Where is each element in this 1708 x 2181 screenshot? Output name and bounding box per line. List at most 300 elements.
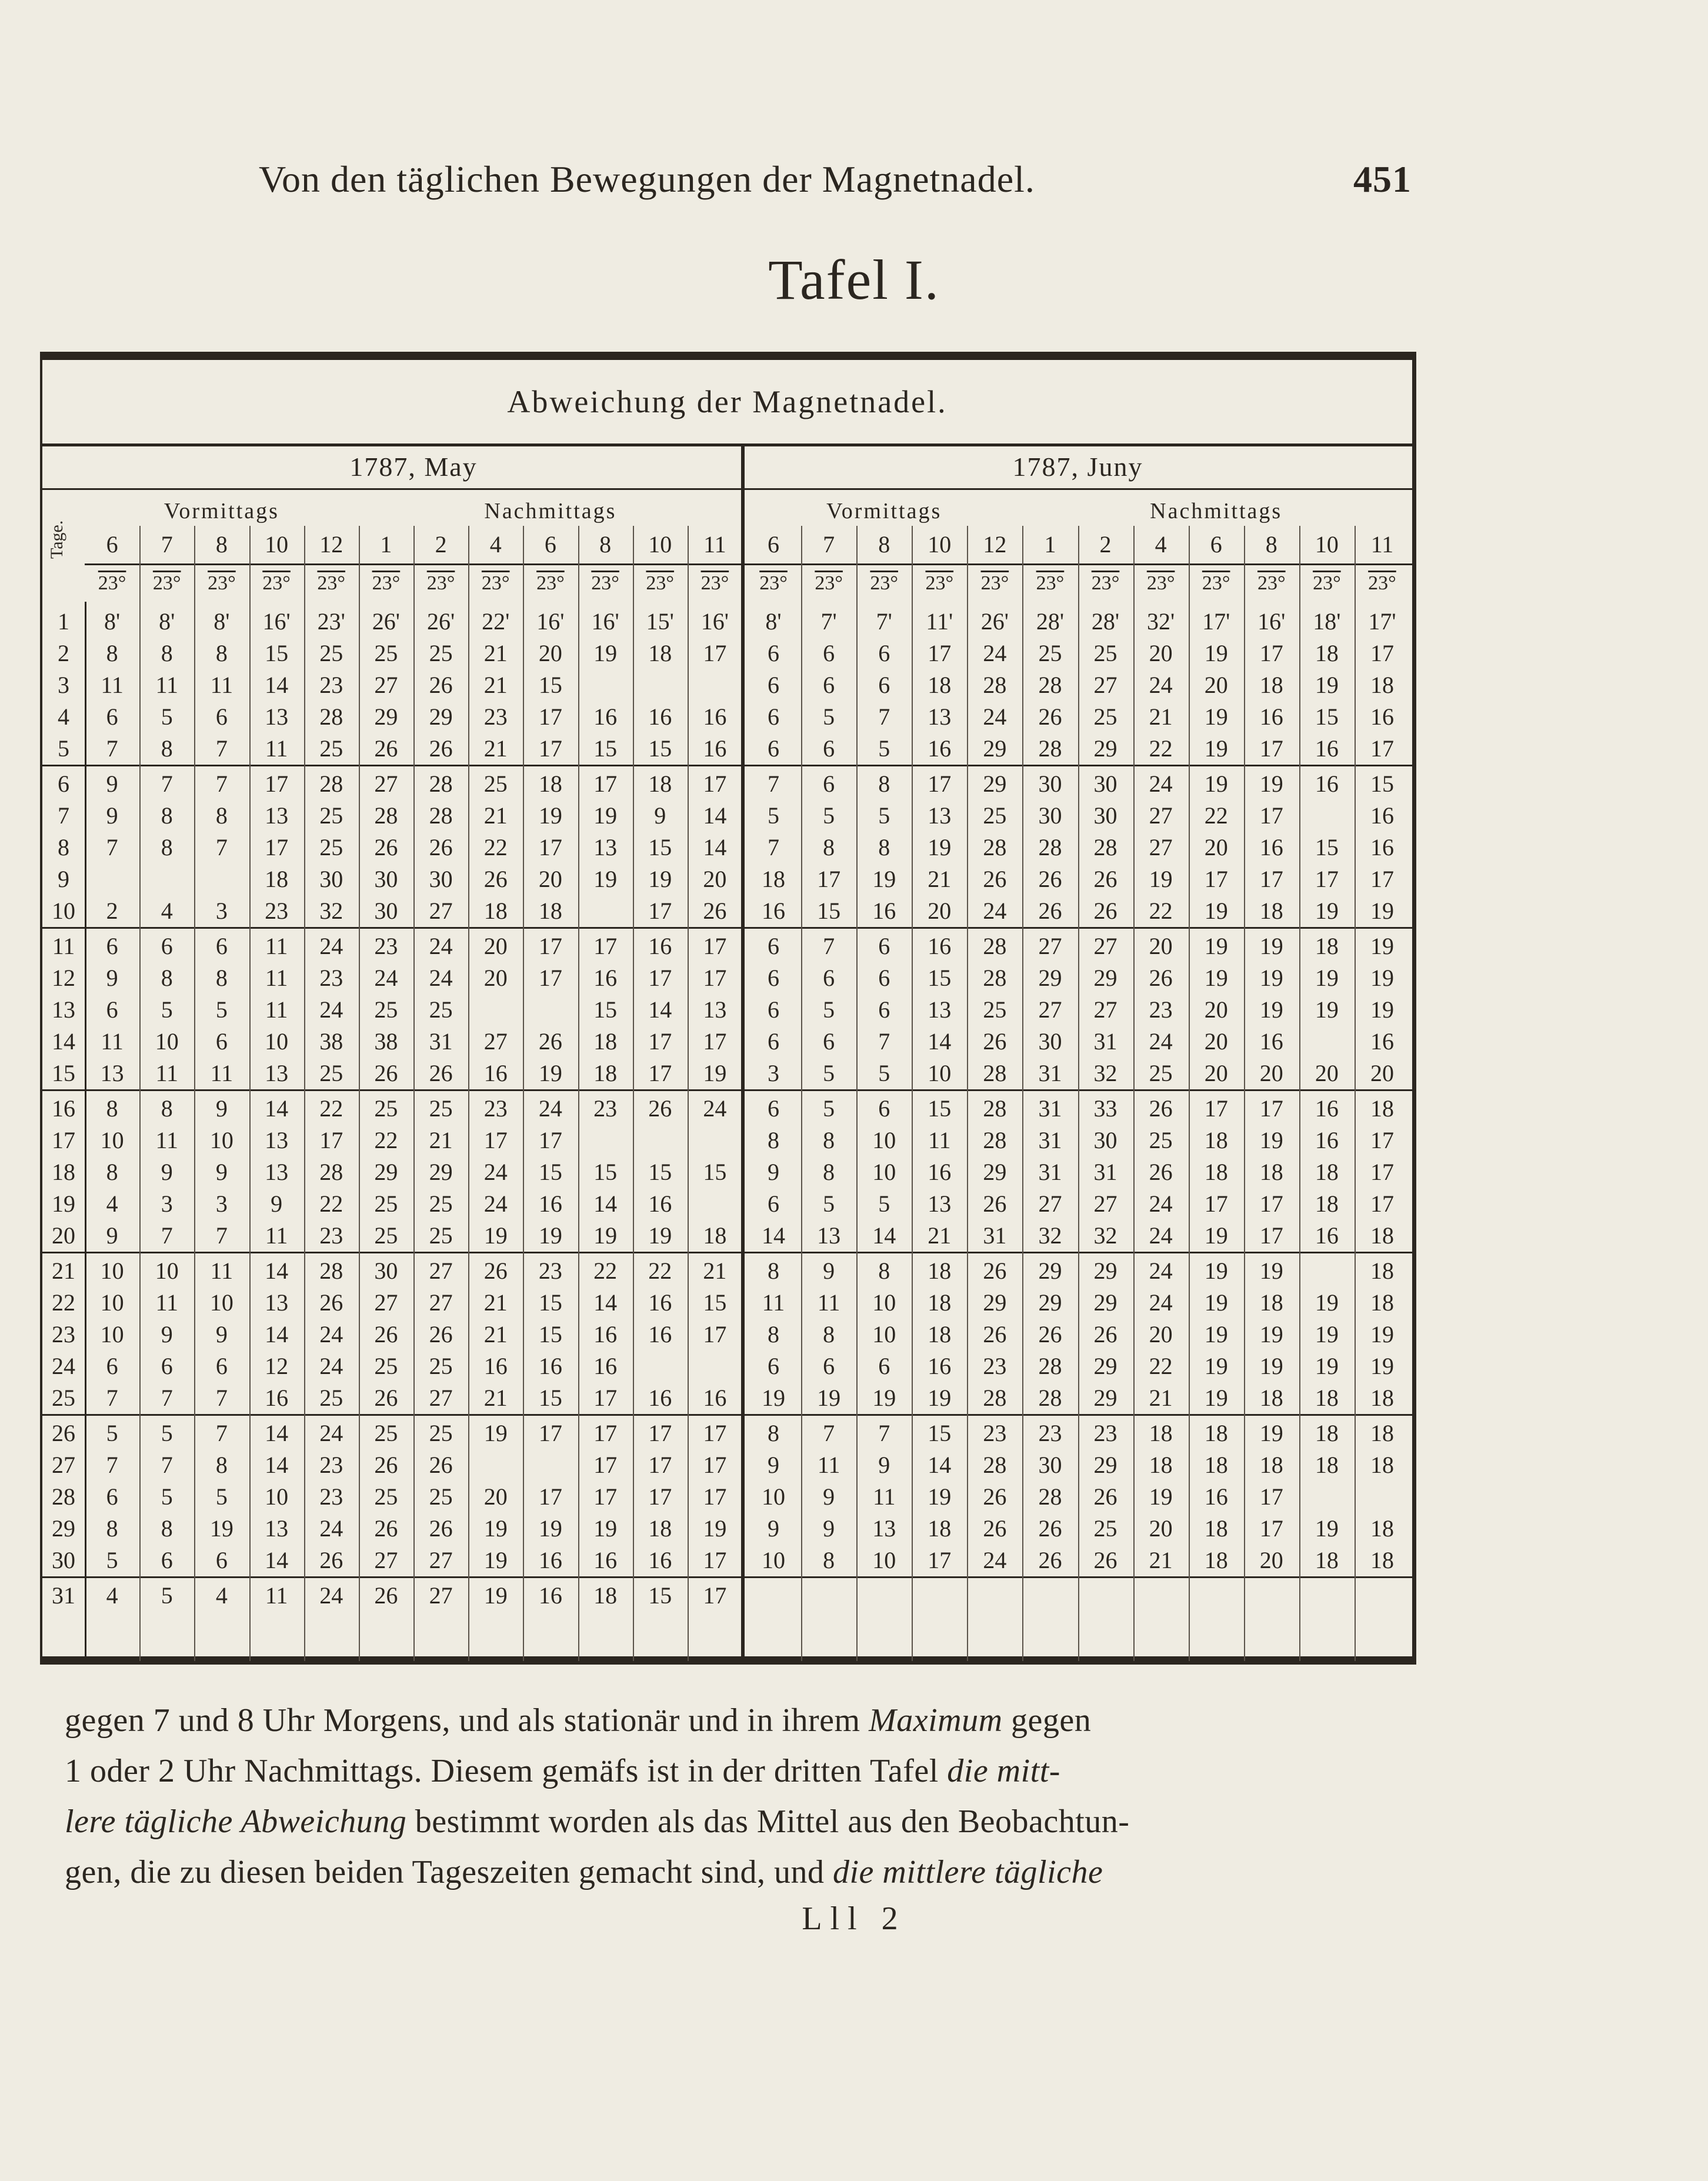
table-row	[42, 1513, 1412, 1545]
table-cell	[85, 863, 139, 895]
table-cell: 24	[319, 933, 343, 959]
table-cell: 17	[648, 1483, 672, 1510]
table-cell: 19	[593, 802, 618, 829]
table-cell: 19	[648, 1222, 672, 1249]
table-cell: 9	[106, 965, 118, 991]
table-cell: 29	[983, 735, 1007, 762]
table-cell: 23	[1149, 996, 1173, 1023]
table-cell: 5	[161, 996, 173, 1023]
table-cell: 4	[106, 1190, 118, 1217]
table-cell: 28	[983, 965, 1007, 991]
table-cell: 16	[703, 1385, 727, 1411]
table-cell: 24	[983, 703, 1007, 730]
table-cell: 11	[265, 996, 288, 1023]
table-cell: 5	[878, 1060, 890, 1086]
hour-label: 11	[703, 531, 726, 558]
table-cell: 13	[100, 1060, 124, 1086]
table-cell: 26	[429, 1060, 453, 1086]
column-rule	[856, 526, 858, 1661]
table-cell: 19	[928, 1385, 952, 1411]
table-cell: 8	[161, 802, 173, 829]
table-cell: 5	[161, 703, 173, 730]
table-cell: 16	[1204, 1483, 1228, 1510]
table-cell: 16'	[1257, 608, 1286, 635]
column-rule	[633, 526, 634, 1661]
table-cell: 26	[1038, 866, 1062, 892]
table-cell: 14	[762, 1222, 786, 1249]
table-cell	[746, 1580, 801, 1612]
table-cell: 30	[1038, 802, 1062, 829]
table-cell: 7'	[820, 608, 837, 635]
table-cell: 19	[1204, 965, 1228, 991]
table-cell: 25	[374, 1190, 398, 1217]
degree-label: 23°	[1146, 572, 1175, 594]
hour-label: 12	[319, 531, 343, 558]
table-cell: 17	[1370, 1190, 1394, 1217]
table-cell: 24	[1149, 1190, 1173, 1217]
table-cell: 17	[319, 1127, 343, 1153]
table-cell: 17	[265, 834, 289, 861]
table-cell: 18	[538, 771, 562, 797]
table-row	[42, 863, 1412, 895]
table-cell: 5	[161, 1582, 173, 1609]
table-cell: 27	[1038, 996, 1062, 1023]
table-cell: 9	[768, 1515, 780, 1542]
emphasis-text: Maximum	[869, 1702, 1003, 1739]
table-row	[42, 638, 1412, 669]
table-cell: 26	[374, 735, 398, 762]
table-row	[42, 1156, 1412, 1188]
table-cell: 17	[593, 1385, 618, 1411]
table-cell: 31	[1093, 1159, 1117, 1185]
table-cell: 25	[1149, 1127, 1173, 1153]
table-cell: 28'	[1036, 608, 1065, 635]
table-cell: 17	[703, 1483, 727, 1510]
table-cell: 29	[1093, 1452, 1117, 1478]
table-cell: 19	[1204, 735, 1228, 762]
table-cell: 8	[161, 1095, 173, 1122]
column-rule	[1022, 526, 1023, 1661]
table-cell: 8	[823, 1547, 835, 1573]
hour-label: 4	[489, 531, 502, 558]
table-cell: 25	[983, 996, 1007, 1023]
table-cell: 27	[1149, 834, 1173, 861]
hour-label: 1	[380, 531, 392, 558]
table-cell: 8	[161, 735, 173, 762]
table-cell: 19	[483, 1420, 508, 1446]
table-cell: 23	[319, 1483, 343, 1510]
table-cell	[578, 895, 633, 927]
table-cell: 23	[319, 965, 343, 991]
table-cell: 18	[1204, 1452, 1228, 1478]
table-cell: 26	[1093, 898, 1117, 924]
table-cell: 18	[1259, 1385, 1283, 1411]
day-number: 26	[52, 1420, 75, 1446]
table-cell: 19	[483, 1582, 508, 1609]
degree-label: 23°	[815, 572, 843, 594]
degree-label: 23°	[646, 572, 675, 594]
table-cell: 28	[1038, 672, 1062, 698]
table-cell: 25	[429, 996, 453, 1023]
table-cell: 13	[265, 703, 289, 730]
table-cell: 9	[271, 1190, 283, 1217]
table-cell: 29	[1093, 965, 1117, 991]
table-cell: 26	[429, 1321, 453, 1348]
table-cell: 13	[703, 996, 727, 1023]
table-cell	[1299, 1026, 1355, 1058]
table-cell: 16	[1259, 1028, 1283, 1055]
table-cell: 19	[703, 1515, 727, 1542]
table-cell: 9	[768, 1452, 780, 1478]
table-cell: 28	[1038, 1385, 1062, 1411]
table-cell: 23	[483, 703, 508, 730]
table-cell: 14	[593, 1190, 618, 1217]
table-cell: 32	[1038, 1222, 1062, 1249]
table-cell: 16	[648, 933, 672, 959]
table-cell: 18	[1370, 1452, 1394, 1478]
table-cell: 22	[648, 1258, 672, 1284]
table-cell: 5	[823, 802, 835, 829]
table-cell: 3	[215, 898, 228, 924]
table-cell: 29	[1093, 1289, 1117, 1316]
table-cell: 6	[768, 735, 780, 762]
table-cell: 17	[538, 933, 562, 959]
table-cell: 9	[106, 771, 118, 797]
table-cell: 5	[823, 996, 835, 1023]
table-cell: 17	[593, 1483, 618, 1510]
table-cell: 17	[1259, 735, 1283, 762]
hour-label: 8	[215, 531, 228, 558]
table-cell: 26	[1093, 1547, 1117, 1573]
table-cell: 11	[872, 1483, 896, 1510]
table-cell	[1299, 1255, 1355, 1287]
table-cell: 14	[265, 1095, 289, 1122]
table-cell: 18	[1315, 1452, 1339, 1478]
table-cell: 23	[593, 1095, 618, 1122]
table-row	[42, 1188, 1412, 1220]
hour-label: 8	[1265, 531, 1277, 558]
table-row	[42, 669, 1412, 701]
table-cell: 8'	[765, 608, 782, 635]
table-cell: 7	[768, 771, 780, 797]
table-cell: 5	[161, 1420, 173, 1446]
table-cell: 29	[1038, 965, 1062, 991]
table-cell: 24	[319, 1321, 343, 1348]
table-cell: 19	[1204, 1289, 1228, 1316]
table-cell: 18	[1370, 1515, 1394, 1542]
table-cell: 20	[1315, 1060, 1339, 1086]
table-cell: 21	[1149, 1385, 1173, 1411]
table-cell: 17	[483, 1127, 508, 1153]
column-rule	[688, 526, 689, 1661]
table-cell: 29	[1038, 1289, 1062, 1316]
table-cell: 20	[1149, 1515, 1173, 1542]
day-number: 14	[52, 1028, 75, 1055]
table-cell: 15	[593, 1159, 618, 1185]
table-cell: 27	[374, 672, 398, 698]
table-cell: 23	[983, 1353, 1007, 1379]
table-cell	[912, 1580, 967, 1612]
body-line	[65, 1796, 1394, 1847]
table-cell: 9	[215, 1095, 228, 1122]
table-cell: 29	[429, 703, 453, 730]
table-cell: 11	[265, 933, 288, 959]
table-cell: 17	[1259, 1095, 1283, 1122]
table-cell: 11	[210, 1060, 233, 1086]
table-cell: 7	[215, 1420, 228, 1446]
table-cell	[688, 1125, 742, 1156]
table-cell: 23'	[317, 608, 345, 635]
table-cell: 27	[1149, 802, 1173, 829]
table-cell: 16	[593, 965, 618, 991]
column-rule	[801, 526, 802, 1661]
table-cell: 25	[319, 834, 343, 861]
table-cell: 19	[593, 866, 618, 892]
table-cell	[578, 1125, 633, 1156]
table-cell: 19	[703, 1060, 727, 1086]
table-cell: 6	[768, 933, 780, 959]
month-label: 1787, May	[349, 452, 478, 482]
table-cell: 17	[817, 866, 841, 892]
table-cell: 20	[1149, 640, 1173, 666]
table-cell: 17	[1370, 1127, 1394, 1153]
degree-label: 23°	[591, 572, 619, 594]
table-cell: 24	[703, 1095, 727, 1122]
table-cell	[578, 669, 633, 701]
table-cell: 8	[161, 1515, 173, 1542]
table-cell: 18	[1370, 1222, 1394, 1249]
table-cell: 26	[374, 1321, 398, 1348]
table-cell: 10	[155, 1028, 179, 1055]
table-cell: 15	[648, 834, 672, 861]
table-cell: 19	[1259, 933, 1283, 959]
table-cell: 17	[1259, 640, 1283, 666]
table-cell: 29	[1093, 1258, 1117, 1284]
table-row	[42, 1382, 1412, 1416]
table-cell: 21	[483, 1289, 508, 1316]
table-cell: 19	[1204, 703, 1228, 730]
table-cell: 20	[928, 898, 952, 924]
day-number: 24	[52, 1353, 75, 1379]
table-cell: 23	[538, 1258, 562, 1284]
table-cell: 30	[1093, 1127, 1117, 1153]
table-cell: 25	[483, 771, 508, 797]
table-cell: 25	[374, 1483, 398, 1510]
table-cell: 27	[374, 771, 398, 797]
table-cell: 17	[1370, 866, 1394, 892]
table-cell: 17	[538, 834, 562, 861]
table-cell: 8	[106, 1515, 118, 1542]
month-label: 1787, Juny	[1012, 452, 1143, 482]
table-cell: 8	[161, 834, 173, 861]
table-cell: 5	[106, 1547, 118, 1573]
table-cell: 18	[1259, 1452, 1283, 1478]
degree-label: 23°	[426, 572, 455, 594]
table-cell: 8	[215, 965, 228, 991]
table-cell: 21	[1149, 1547, 1173, 1573]
table-cell: 8	[823, 1159, 835, 1185]
table-cell: 16	[648, 1190, 672, 1217]
time-group-label: Vormittags	[826, 499, 942, 523]
table-cell: 18	[1370, 1258, 1394, 1284]
table-cell: 9	[106, 1222, 118, 1249]
table-cell: 5	[161, 1483, 173, 1510]
column-rule	[912, 526, 913, 1661]
table-cell: 17	[593, 1420, 618, 1446]
table-cell: 17	[648, 898, 672, 924]
table-cell: 20	[1204, 834, 1228, 861]
table-cell: 26	[1149, 965, 1173, 991]
table-cell: 6	[878, 640, 890, 666]
time-group-label: Nachmittags	[1150, 499, 1283, 523]
table-cell: 22	[1204, 802, 1228, 829]
table-cell: 16	[648, 1547, 672, 1573]
table-cell: 22'	[482, 608, 510, 635]
table-cell	[1355, 1580, 1410, 1612]
table-cell: 27	[429, 1258, 453, 1284]
table-cell: 13	[817, 1222, 841, 1249]
table-cell: 21	[928, 1222, 952, 1249]
table-cell: 14	[703, 802, 727, 829]
table-cell: 14	[703, 834, 727, 861]
table-cell: 18	[762, 866, 786, 892]
table-cell: 5	[823, 1095, 835, 1122]
table-cell: 11	[817, 1289, 840, 1316]
table-cell: 16	[538, 1353, 562, 1379]
table-cell: 14	[872, 1222, 896, 1249]
table-cell: 26	[1038, 898, 1062, 924]
hour-label: 10	[265, 531, 289, 558]
table-cell: 28	[1038, 834, 1062, 861]
table-cell: 31	[1093, 1028, 1117, 1055]
table-cell: 25	[319, 1385, 343, 1411]
table-cell: 31	[1038, 1159, 1062, 1185]
table-cell: 6	[161, 933, 173, 959]
table-cell: 26	[1149, 1095, 1173, 1122]
table-cell: 24	[1149, 1258, 1173, 1284]
table-cell: 6	[823, 640, 835, 666]
table-cell: 25	[374, 1420, 398, 1446]
table-cell: 16	[1370, 1028, 1394, 1055]
table-cell: 24	[319, 1420, 343, 1446]
hour-label: 2	[1099, 531, 1112, 558]
table-cell: 30	[1038, 771, 1062, 797]
table-cell: 7	[878, 703, 890, 730]
table-cell: 19	[1259, 1321, 1283, 1348]
table-cell: 14	[265, 1258, 289, 1284]
table-cell: 6	[823, 1353, 835, 1379]
table-cell: 27	[1093, 1190, 1117, 1217]
table-cell: 26	[983, 1515, 1007, 1542]
table-cell: 28	[983, 933, 1007, 959]
table-cell: 17	[1259, 1515, 1283, 1542]
column-rule	[1355, 526, 1356, 1661]
table-cell: 28	[1038, 1483, 1062, 1510]
declination-table	[40, 352, 1416, 1665]
table-cell: 16	[538, 1190, 562, 1217]
table-cell: 27	[1093, 933, 1117, 959]
table-cell: 18	[1370, 1385, 1394, 1411]
table-cell: 18'	[1313, 608, 1341, 635]
column-rule	[194, 526, 195, 1661]
degree-label: 23°	[372, 572, 401, 594]
table-row	[42, 606, 1412, 638]
column-rule	[359, 526, 360, 1661]
table-cell: 28	[319, 771, 343, 797]
table-cell: 5	[878, 735, 890, 762]
table-cell: 19	[648, 866, 672, 892]
table-cell: 25	[374, 1095, 398, 1122]
table-cell: 18	[928, 672, 952, 698]
table-cell: 19	[1259, 1420, 1283, 1446]
table-cell: 6	[878, 996, 890, 1023]
table-cell: 22	[483, 834, 508, 861]
table-cell: 10	[155, 1258, 179, 1284]
table-cell: 20	[1370, 1060, 1394, 1086]
table-cell: 26	[1038, 1547, 1062, 1573]
table-cell: 8	[878, 834, 890, 861]
table-cell: 27	[374, 1547, 398, 1573]
table-cell: 38	[374, 1028, 398, 1055]
table-cell: 19	[1370, 1353, 1394, 1379]
hour-label: 10	[928, 531, 952, 558]
table-cell: 28	[983, 1095, 1007, 1122]
table-cell: 15	[538, 1385, 562, 1411]
table-cell: 5	[823, 1190, 835, 1217]
table-cell: 5	[215, 1483, 228, 1510]
day-number: 22	[52, 1289, 75, 1316]
table-cell: 18	[1315, 1159, 1339, 1185]
table-cell: 19	[538, 1515, 562, 1542]
table-cell: 17	[538, 1420, 562, 1446]
body-line	[65, 1746, 1394, 1796]
table-cell: 18	[593, 1060, 618, 1086]
table-cell: 13	[928, 1190, 952, 1217]
table-cell: 19	[1259, 965, 1283, 991]
day-number: 23	[52, 1321, 75, 1348]
table-cell	[1022, 1580, 1077, 1612]
table-cell: 18	[928, 1515, 952, 1542]
table-cell: 17	[1204, 1095, 1228, 1122]
table-row	[42, 733, 1412, 766]
table-cell: 10	[100, 1127, 124, 1153]
table-cell: 8	[768, 1258, 780, 1284]
table-cell: 19	[1204, 1385, 1228, 1411]
table-cell: 27	[1093, 996, 1117, 1023]
table-cell: 6	[768, 996, 780, 1023]
table-cell: 19	[483, 1515, 508, 1542]
table-cell: 20	[1149, 1321, 1173, 1348]
table-cell: 10	[100, 1321, 124, 1348]
table-cell: 7'	[876, 608, 892, 635]
degree-label: 23°	[1257, 572, 1286, 594]
hour-label: 12	[983, 531, 1007, 558]
table-cell: 6	[768, 640, 780, 666]
table-cell: 25	[374, 640, 398, 666]
hour-label: 7	[823, 531, 835, 558]
table-cell: 31	[1038, 1127, 1062, 1153]
table-cell: 16	[1370, 802, 1394, 829]
degree-label: 23°	[1036, 572, 1065, 594]
table-cell: 26'	[372, 608, 401, 635]
table-cell: 18	[1315, 1547, 1339, 1573]
table-cell: 29	[1038, 1258, 1062, 1284]
table-cell: 23	[319, 1222, 343, 1249]
table-cell: 18	[1370, 1289, 1394, 1316]
hour-label: 11	[1370, 531, 1394, 558]
table-cell: 26	[319, 1289, 343, 1316]
table-cell: 17	[703, 1547, 727, 1573]
